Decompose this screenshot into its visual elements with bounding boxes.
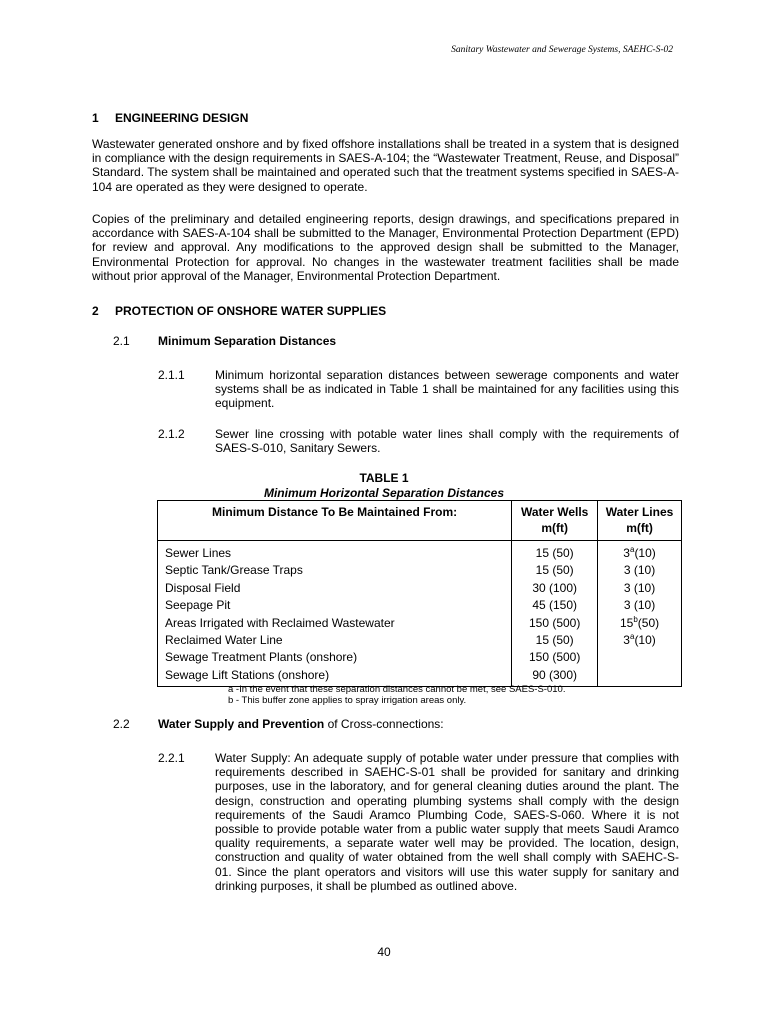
subsection-title: Minimum Separation Distances (158, 334, 337, 348)
paragraph: Copies of the preliminary and detailed engineering reports, design drawings, and specifications prepared in accordance with SAES-A-104 shall be submitted to the Manager, Environmental Protection Department (EPD) for review and approval. Any modifications to the approved design shall be submitted to the Manager, Environmental Protection for approval. No changes in the wastewater treatment facilities shall be made without prior approval of the Manager, Environmental Protection Department. (92, 212, 679, 283)
table-label: TABLE 1 (359, 471, 409, 485)
table-cell: Sewage Lift Stations (onshore) (165, 667, 330, 682)
table-footnote-b: b - This buffer zone applies to spray irrigation areas only. (228, 695, 467, 706)
table-cell: Sewage Treatment Plants (onshore) (165, 650, 358, 665)
column-header (598, 501, 682, 541)
table-cell: 150 (500) (528, 650, 581, 665)
header-line: Water Lines (605, 505, 674, 519)
table-cell: 3 (10) (623, 598, 656, 613)
separation-distances-table (157, 500, 682, 687)
table-cell: 3 (10) (623, 563, 656, 578)
paragraph: Wastewater generated onshore and by fixed offshore installations shall be treated in a system that is designed in compliance with the design requirements in SAES-A-104; the “Wastewater Treatment, Reuse, and Disposal” Standard. The system shall be maintained and operated such that the treatment systems specified in SAES-A-104 are operated as they were designed to operate. (92, 137, 679, 194)
column-header: Minimum Distance To Be Maintained From: (158, 501, 512, 541)
section-title: ENGINEERING DESIGN (115, 111, 249, 125)
item-text: Sewer line crossing with potable water lines shall comply with the requirements of SAES-S-010, Sanitary Sewers. (215, 427, 679, 456)
table-cell: 15 (50) (535, 546, 574, 560)
item-number: 2.2.1 (158, 751, 185, 765)
table-cell: Disposal Field (165, 580, 241, 595)
section-number: 1 (92, 111, 99, 125)
table-cell: 30 (100) (532, 580, 578, 595)
column-header (512, 501, 598, 541)
header-unit: m(ft) (541, 521, 568, 535)
table-cell: Reclaimed Water Line (165, 633, 283, 648)
header-line: Water Wells (520, 505, 589, 519)
section-title: PROTECTION OF ONSHORE WATER SUPPLIES (115, 304, 387, 318)
section-number: 2 (92, 304, 99, 318)
table-cell: 150 (500) (528, 615, 581, 630)
running-header: Sanitary Wastewater and Sewerage Systems, SAEHC-S-02 (451, 45, 673, 55)
table-cell: Seepage Pit (165, 598, 231, 613)
table-cell: 3$^a$(10) (623, 545, 656, 560)
water-wells-cell (512, 541, 598, 687)
item-number: 2.1.2 (158, 427, 185, 441)
item-text: Water Supply: An adequate supply of potable water under pressure that complies with requirements described in SAEHC-S-01 shall be provided for sanitary and drinking purposes, use in the laboratory, and for general cleaning duties around the plant. The design, construction and operating plumbing systems shall comply with the design requirements of the Saudi Aramco Plumbing Code, SAES-S-060. Where it is not possible to provide potable water from a public water supply that meets Saudi Aramco quality requirements, a separate water well may be provided. The location, design, construction and quality of water obtained from the well shall comply with SAEHC-S-01. Since the plant operators and visitors will use this water supply for sanitary and drinking purposes, it shall be plumbed as outlined above. (215, 751, 679, 893)
header-unit: m(ft) (626, 521, 653, 535)
subsection-title: Water Supply and Prevention of Cross-connections: (158, 717, 444, 731)
table-footnote-a: a -In the event that these separation distances cannot be met, see SAES-S-010. (228, 684, 566, 695)
table-cell (599, 649, 680, 666)
subsection-number: 2.1 (113, 334, 130, 348)
subsection-number: 2.2 (113, 717, 130, 731)
table-cell: Sewer Lines (165, 546, 232, 560)
table-cell (599, 667, 680, 684)
table-cell: Septic Tank/Grease Traps (165, 563, 303, 578)
table-cell: 90 (300) (532, 667, 578, 682)
table-cell: 15 (50) (535, 563, 574, 578)
table-cell: 3$^a$(10) (623, 632, 656, 648)
items-cell (158, 541, 512, 687)
water-lines-cell (598, 541, 682, 687)
table-caption: Minimum Horizontal Separation Distances (263, 486, 505, 500)
table-header-row (158, 501, 682, 541)
table-cell: 3 (10) (623, 580, 656, 595)
item-text: Minimum horizontal separation distances between sewerage components and water systems shall be as indicated in Table 1 shall be maintained for any facilities using this equipment. (215, 368, 679, 411)
table-cell: Areas Irrigated with Reclaimed Wastewater (165, 615, 395, 630)
item-number: 2.1.1 (158, 368, 185, 382)
table-cell: 45 (150) (532, 598, 578, 613)
table-cell: 15$^b$(50) (619, 614, 660, 630)
table-cell: 15 (50) (535, 633, 574, 648)
page-number: 40 (377, 945, 391, 959)
table-body-row (158, 541, 682, 687)
